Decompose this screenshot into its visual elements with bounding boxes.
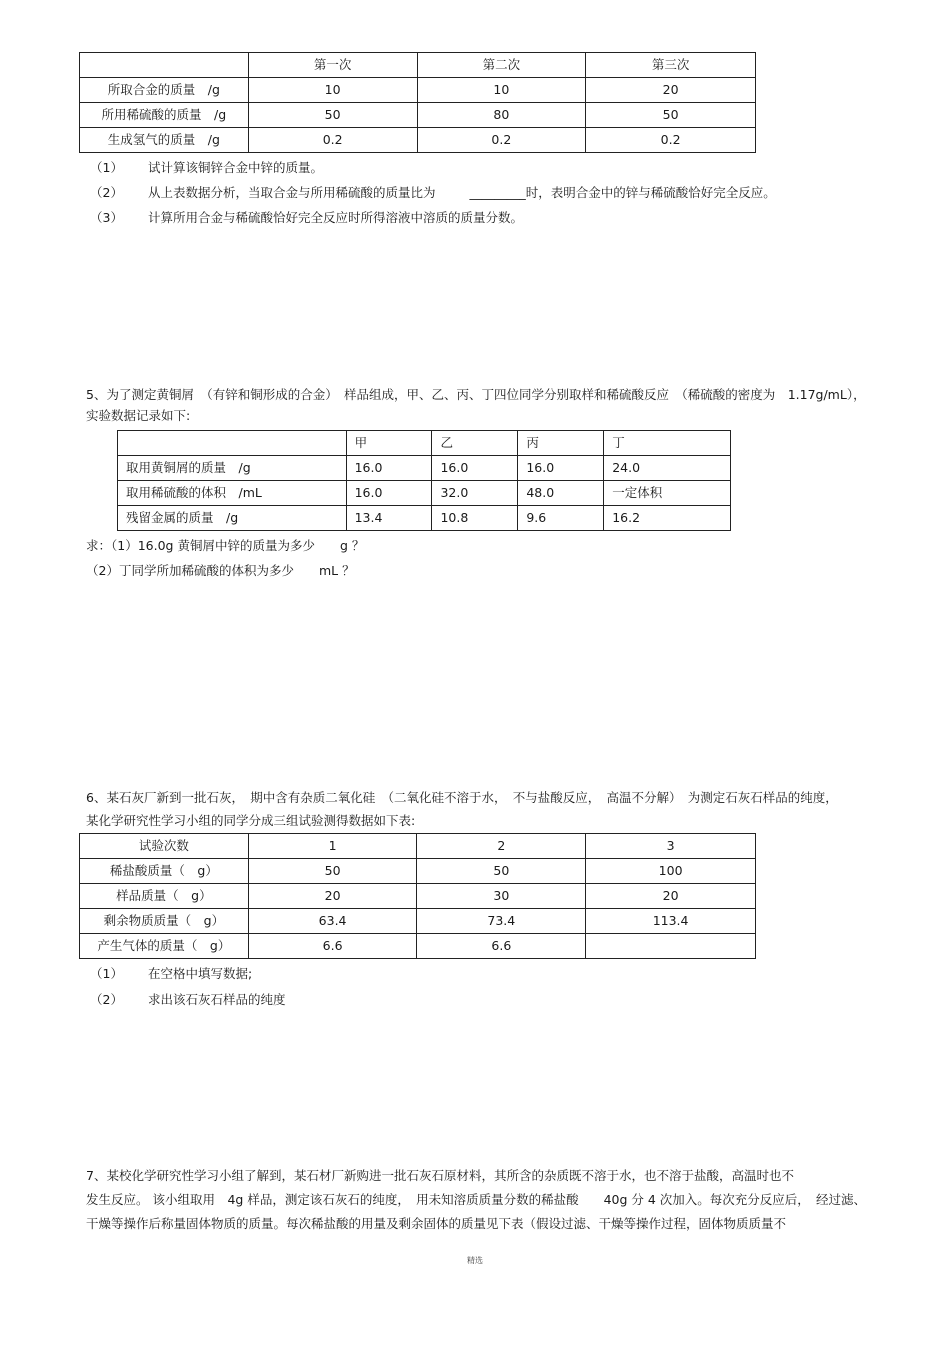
table-header-cell: 2	[417, 834, 586, 859]
table-cell: 20	[586, 884, 756, 909]
page-footer: 精选	[467, 1256, 483, 1265]
item-number: （2）	[90, 185, 123, 200]
table-header-cell: 第三次	[586, 53, 756, 78]
table-cell: 100	[586, 859, 756, 884]
table-header-cell: 丙	[518, 431, 604, 456]
table-cell: 13.4	[346, 506, 432, 531]
q5-ask-1: 求：（1）16.0g 黄铜屑中锌的质量为多少 g ？	[86, 538, 365, 553]
table-header-cell: 乙	[432, 431, 518, 456]
item-text: 求出该石灰石样品的纯度	[148, 992, 286, 1007]
table-cell-empty	[586, 934, 756, 959]
table-cell: 0.2	[586, 128, 756, 153]
table-cell: 32.0	[432, 481, 518, 506]
item-number: （2）	[90, 992, 123, 1007]
table-header-row	[118, 431, 731, 456]
q4-item-1	[90, 158, 323, 176]
table-cell: 16.2	[604, 506, 731, 531]
table-cell: 50	[417, 859, 586, 884]
table-row	[80, 934, 756, 959]
table-cell: 所用稀硫酸的质量 /g	[80, 103, 249, 128]
item-text: 计算所用合金与稀硫酸恰好完全反应时所得溶液中溶质的质量分数。	[148, 210, 524, 225]
q5-ask-2: （2）丁同学所加稀硫酸的体积为多少 mL ？	[86, 563, 355, 578]
table-header-cell: 甲	[346, 431, 432, 456]
table-brass	[117, 430, 731, 531]
table-header-cell: 第一次	[248, 53, 417, 78]
q6-item-1	[90, 964, 252, 982]
table-header-cell	[118, 431, 347, 456]
table-cell: 所取合金的质量 /g	[80, 78, 249, 103]
table-header-row	[80, 834, 756, 859]
table-row	[80, 884, 756, 909]
table-cell: 24.0	[604, 456, 731, 481]
table-cell: 0.2	[417, 128, 586, 153]
answer-blank: _________	[469, 185, 526, 200]
q7-stem-line1: 7、某校化学研究性学习小组了解到，某石材厂新购进一批石灰石原材料，其所含的杂质既不溶于水，也不溶于盐酸，高温时也不	[86, 1168, 794, 1183]
table-cell: 73.4	[417, 909, 586, 934]
table-cell: 16.0	[346, 456, 432, 481]
q6-item-2	[90, 990, 286, 1008]
table-header-cell: 3	[586, 834, 756, 859]
q4-item-3	[90, 208, 523, 226]
table-cell: 30	[417, 884, 586, 909]
table-cell: 6.6	[417, 934, 586, 959]
item-number: （3）	[90, 210, 123, 225]
q7-stem-line3: 干燥等操作后称量固体物质的质量。每次稀盐酸的用量及剩余固体的质量见下表（假设过滤、干燥等操作过程，固体物质质量不	[86, 1216, 787, 1231]
q5-stem-line1: 5、为了测定黄铜屑 （有锌和铜形成的合金） 样品组成，甲、乙、丙、丁四位同学分别取样和稀硫酸反应 （稀硫酸的密度为 1.17g/mL），	[86, 387, 866, 402]
table-cell: 一定体积	[604, 481, 731, 506]
table-row	[80, 78, 756, 103]
table-row	[118, 456, 731, 481]
table-header-cell: 1	[248, 834, 417, 859]
q7-stem-line2: 发生反应。 该小组取用 4g 样品，测定该石灰石的纯度， 用未知溶质质量分数的稀盐酸 40g 分 4 次加入。每次充分反应后， 经过滤、	[86, 1192, 867, 1207]
table-row	[80, 909, 756, 934]
table-cell: 9.6	[518, 506, 604, 531]
table-cell: 6.6	[248, 934, 417, 959]
table-cell: 10	[248, 78, 417, 103]
table-cell: 50	[248, 103, 417, 128]
table-row	[80, 859, 756, 884]
table-cell: 稀盐酸质量（ g）	[80, 859, 249, 884]
table-header-cell: 第二次	[417, 53, 586, 78]
item-text: 从上表数据分析，当取合金与所用稀硫酸的质量比为	[148, 185, 436, 200]
table-cell: 50	[586, 103, 756, 128]
item-text: 在空格中填写数据;	[148, 966, 253, 981]
table-row	[80, 128, 756, 153]
item-text: 时，表明合金中的锌与稀硫酸恰好完全反应。	[525, 185, 776, 200]
item-number: （1）	[90, 966, 123, 981]
table-cell: 20	[586, 78, 756, 103]
table-cell: 16.0	[518, 456, 604, 481]
table-cell: 剩余物质质量（ g）	[80, 909, 249, 934]
table-cell: 50	[248, 859, 417, 884]
table-cell: 20	[248, 884, 417, 909]
table-cell: 63.4	[248, 909, 417, 934]
table-cell: 80	[417, 103, 586, 128]
table-header-row	[80, 53, 756, 78]
table-cell: 10	[417, 78, 586, 103]
table-row	[118, 506, 731, 531]
q4-item-2	[90, 183, 776, 201]
q6-stem-line2: 某化学研究性学习小组的同学分成三组试验测得数据如下表:	[86, 813, 416, 828]
table-row	[80, 103, 756, 128]
table-cell: 残留金属的质量 /g	[118, 506, 347, 531]
table-header-cell: 试验次数	[80, 834, 249, 859]
table-cell: 48.0	[518, 481, 604, 506]
table-cell: 16.0	[432, 456, 518, 481]
table-cell: 取用稀硫酸的体积 /mL	[118, 481, 347, 506]
q6-stem-line1: 6、某石灰厂新到一批石灰， 期中含有杂质二氧化硅 （二氧化硅不溶于水， 不与盐酸反应， 高温不分解） 为测定石灰石样品的纯度，	[86, 790, 838, 805]
table-cell: 取用黄铜屑的质量 /g	[118, 456, 347, 481]
table-header-cell	[80, 53, 249, 78]
table-cell: 生成氢气的质量 /g	[80, 128, 249, 153]
table-alloy	[79, 52, 756, 153]
table-cell: 0.2	[248, 128, 417, 153]
table-cell: 16.0	[346, 481, 432, 506]
table-cell: 113.4	[586, 909, 756, 934]
q5-stem-line2: 实验数据记录如下:	[86, 408, 191, 423]
item-number: （1）	[90, 160, 123, 175]
table-cell: 样品质量（ g）	[80, 884, 249, 909]
table-row	[118, 481, 731, 506]
item-text: 试计算该铜锌合金中锌的质量。	[148, 160, 324, 175]
table-cell: 产生气体的质量（ g）	[80, 934, 249, 959]
table-limestone	[79, 833, 756, 959]
table-header-cell: 丁	[604, 431, 731, 456]
table-cell: 10.8	[432, 506, 518, 531]
